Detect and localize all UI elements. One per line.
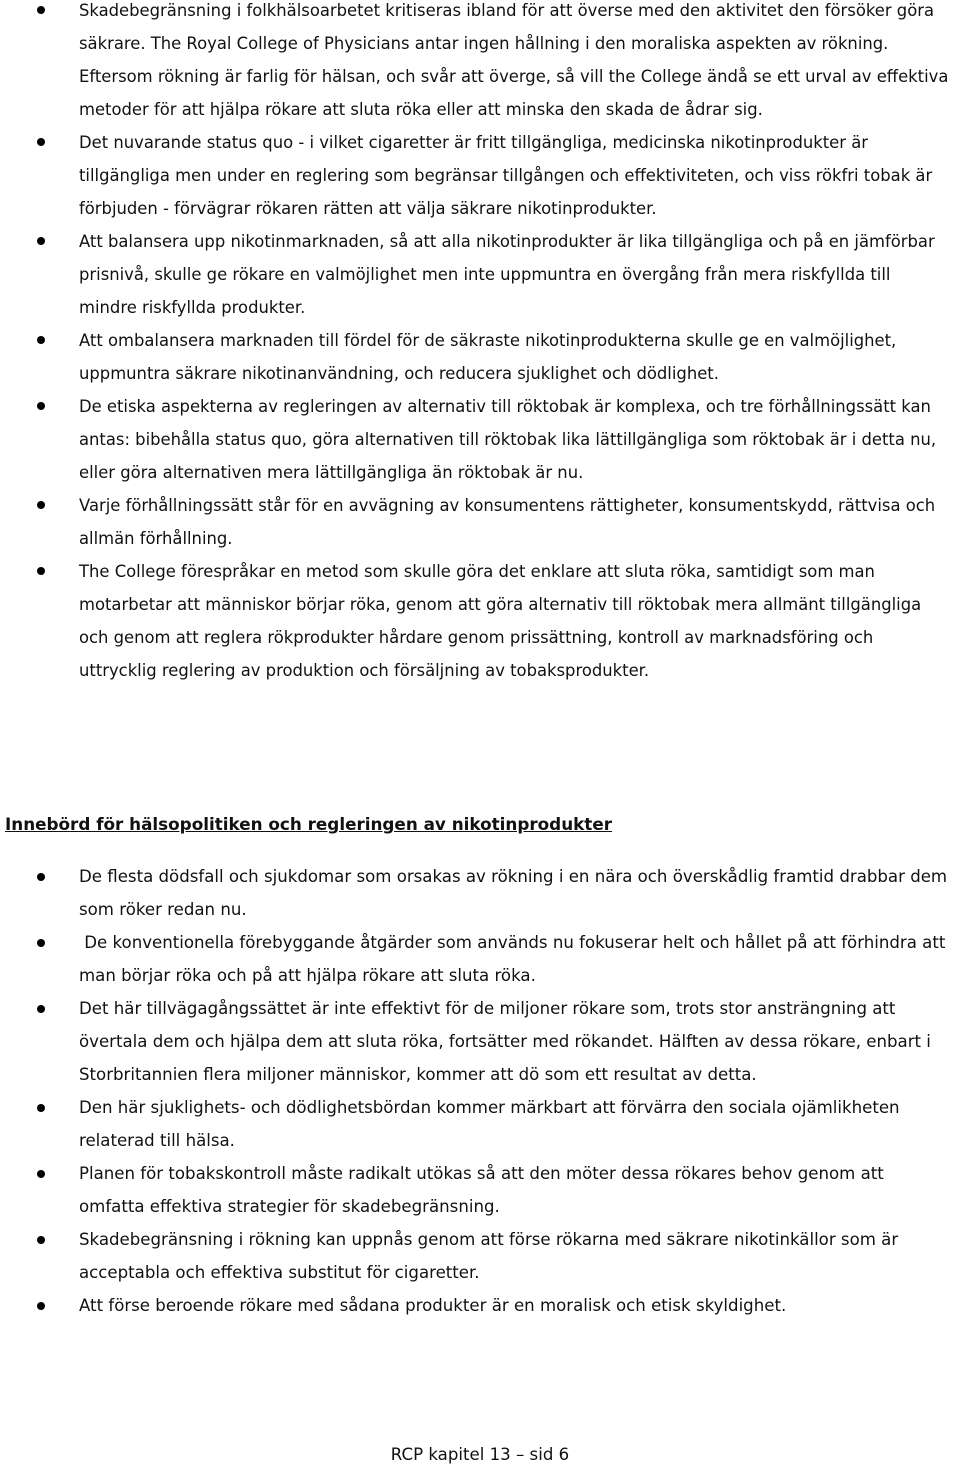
list-item bbox=[0, 555, 960, 687]
list-item bbox=[0, 0, 960, 126]
section-heading: Innebörd för hälsopolitiken och regleringen av nikotinprodukter bbox=[5, 814, 612, 834]
list-item-text: Varje förhållningssätt står för en avvägning av konsumentens rättigheter, konsumentskydd, rättvisa och allmän förhållning. bbox=[79, 496, 936, 548]
list-item bbox=[0, 225, 960, 324]
list-item bbox=[0, 489, 960, 555]
list-item bbox=[0, 926, 960, 992]
list-item-text: Skadebegränsning i folkhälsoarbetet kritiseras ibland för att överse med den aktivitet den försöker göra säkrare. The Royal College of Physicians antar ingen hållning i den moraliska aspekten av rökning. Eftersom rökning är farlig för hälsan, och svår att överge, så vill the College ändå se ett urval av effektiva metoder för att hjälpa rökare att sluta röka eller att minska den skada de ådrar sig. bbox=[79, 1, 949, 119]
list-item-text: Det här tillvägagångssättet är inte effektivt för de miljoner rökare som, trots stor ansträngning att övertala dem och hjälpa dem att sluta röka, fortsätter med rökandet. Hälften av dessa rökare, enbart i Storbritannien flera miljoner människor, kommer att dö som ett resultat av detta. bbox=[79, 999, 931, 1084]
page-footer: RCP kapitel 13 – sid 6 bbox=[390, 1445, 570, 1464]
list-item bbox=[0, 1223, 960, 1289]
list-item bbox=[0, 1091, 960, 1157]
list-item-text: Att balansera upp nikotinmarknaden, så att alla nikotinprodukter är lika tillgängliga och på en jämförbar prisnivå, skulle ge rökare en valmöjlighet men inte uppmuntra en övergång från mera riskfyllda till mindre riskfyllda produkter. bbox=[79, 232, 935, 317]
list-item-text: Att ombalansera marknaden till fördel för de säkraste nikotinprodukterna skulle ge en valmöjlighet, uppmuntra säkrare nikotinanvändning, och reducera sjuklighet och dödlighet. bbox=[79, 331, 897, 383]
list-item-text: Det nuvarande status quo - i vilket cigaretter är fritt tillgängliga, medicinska nikotinprodukter är tillgängliga men under en reglering som begränsar tillgången och effektiviteten, och viss rökfri tobak är förbjuden - förvägrar rökaren rätten att välja säkrare nikotinprodukter. bbox=[79, 133, 933, 218]
list-item bbox=[0, 860, 960, 926]
list-item bbox=[0, 1289, 960, 1322]
list-item-text: Planen för tobakskontroll måste radikalt utökas så att den möter dessa rökares behov genom att omfatta effektiva strategier för skadebegränsning. bbox=[79, 1164, 884, 1216]
list-item bbox=[0, 324, 960, 390]
list-item-text: The College förespråkar en metod som skulle göra det enklare att sluta röka, samtidigt som man motarbetar att människor börjar röka, genom att göra alternativ till röktobak mera allmänt tillgängliga och genom att reglera rökprodukter hårdare genom prissättning, kontroll av marknadsföring och uttrycklig reglering av produktion och försäljning av tobaksprodukter. bbox=[79, 562, 922, 680]
list-item bbox=[0, 126, 960, 225]
list-item-text: De etiska aspekterna av regleringen av alternativ till röktobak är komplexa, och tre förhållningssätt kan antas: bibehålla status quo, göra alternativen till röktobak lika lättillgängliga som röktobak är i detta nu, eller göra alternativen mera lättillgängliga än röktobak är nu. bbox=[79, 397, 937, 482]
top-bullet-list bbox=[0, 0, 960, 687]
list-item bbox=[0, 1157, 960, 1223]
list-item-text: Den här sjuklighets- och dödlighetsbördan kommer märkbart att förvärra den sociala ojämlikheten relaterad till hälsa. bbox=[79, 1098, 900, 1150]
list-item bbox=[0, 992, 960, 1091]
list-item-text: Att förse beroende rökare med sådana produkter är en moralisk och etisk skyldighet. bbox=[79, 1296, 787, 1315]
list-item-text: De konventionella förebyggande åtgärder som används nu fokuserar helt och hållet på att förhindra att man börjar röka och på att hjälpa rökare att sluta röka. bbox=[79, 933, 951, 985]
list-item-text: Skadebegränsning i rökning kan uppnås genom att förse rökarna med säkrare nikotinkällor som är acceptabla och effektiva substitut för cigaretter. bbox=[79, 1230, 899, 1282]
list-item bbox=[0, 390, 960, 489]
list-item-text: De flesta dödsfall och sjukdomar som orsakas av rökning i en nära och överskådlig framtid drabbar dem som röker redan nu. bbox=[79, 867, 948, 919]
section-bullet-list bbox=[0, 860, 960, 1322]
